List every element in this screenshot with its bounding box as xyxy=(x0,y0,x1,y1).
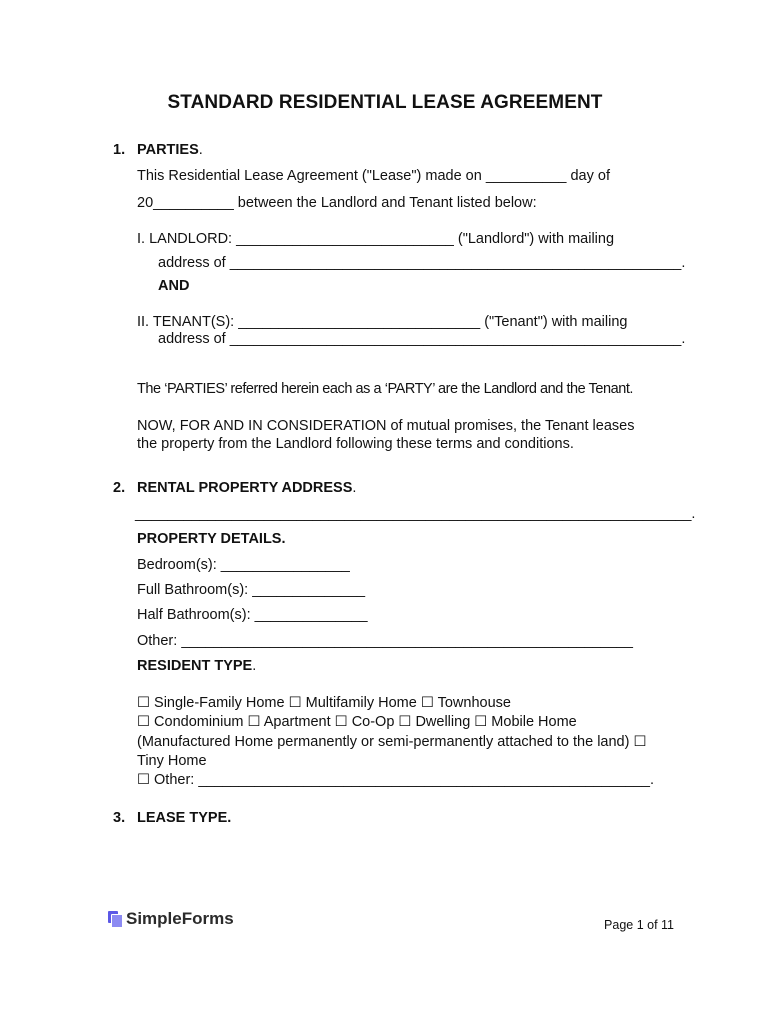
bedrooms-field: Bedroom(s): ________________ xyxy=(137,557,350,573)
section-1-heading: PARTIES xyxy=(137,142,199,158)
section-2-number: 2. xyxy=(113,480,126,496)
section-2-heading-suffix: . xyxy=(352,480,357,496)
lease-date-line-2: 20__________ between the Landlord and Tenant listed below: xyxy=(137,195,537,211)
section-2-heading-line xyxy=(137,480,356,496)
resident-type-options-4: Tiny Home xyxy=(137,753,207,769)
resident-type-options-1: ☐ Single-Family Home ☐ Multifamily Home ☐ Townhouse xyxy=(137,695,511,711)
resident-type-options-2: ☐ Condominium ☐ Apartment ☐ Co-Op ☐ Dwelling ☐ Mobile Home xyxy=(137,714,577,730)
tenant-address-line: address of ________________________________________________________. xyxy=(158,331,686,347)
brand-name: SimpleForms xyxy=(126,909,234,928)
rental-address-line: _____________________________________________________________________. xyxy=(135,506,696,522)
parties-definition: The ‘PARTIES’ referred herein each as a ‘PARTY’ are the Landlord and the Tenant. xyxy=(137,381,633,397)
landlord-line: I. LANDLORD: ___________________________ ("Landlord") with mailing xyxy=(137,231,615,247)
page-number: Page 1 of 11 xyxy=(604,918,674,932)
section-1-number: 1. xyxy=(113,142,126,158)
simpleforms-logo-icon xyxy=(108,911,122,927)
and-label: AND xyxy=(158,278,190,294)
section-1-heading-line xyxy=(137,142,203,158)
full-bathrooms-field: Full Bathroom(s): ______________ xyxy=(137,582,366,598)
resident-type-options-3: (Manufactured Home permanently or semi-permanently attached to the land) ☐ xyxy=(137,734,647,750)
tenant-line: II. TENANT(S): ______________________________ ("Tenant") with mailing xyxy=(137,314,628,330)
simpleforms-logo xyxy=(108,909,234,929)
consideration-line-2: the property from the Landlord following these terms and conditions. xyxy=(137,436,574,452)
lease-date-line-1: This Residential Lease Agreement ("Lease") made on __________ day of xyxy=(137,168,610,184)
consideration-line-1: NOW, FOR AND IN CONSIDERATION of mutual promises, the Tenant leases xyxy=(137,418,635,434)
section-2-heading: RENTAL PROPERTY ADDRESS xyxy=(137,480,353,496)
document-title: STANDARD RESIDENTIAL LEASE AGREEMENT xyxy=(167,92,603,113)
section-3-number: 3. xyxy=(113,810,126,826)
section-3-heading: LEASE TYPE. xyxy=(137,810,232,826)
resident-type-other: ☐ Other: ________________________________________________________. xyxy=(137,772,654,788)
resident-type-heading-suffix: . xyxy=(252,658,257,674)
half-bathrooms-field: Half Bathroom(s): ______________ xyxy=(137,607,368,623)
resident-type-heading-line xyxy=(137,658,256,674)
property-details-heading: PROPERTY DETAILS. xyxy=(137,531,286,547)
resident-type-heading: RESIDENT TYPE xyxy=(137,658,253,674)
other-details-field: Other: ________________________________________________________ xyxy=(137,633,633,649)
landlord-address-line: address of ________________________________________________________. xyxy=(158,255,686,271)
section-1-heading-suffix: . xyxy=(198,142,203,158)
